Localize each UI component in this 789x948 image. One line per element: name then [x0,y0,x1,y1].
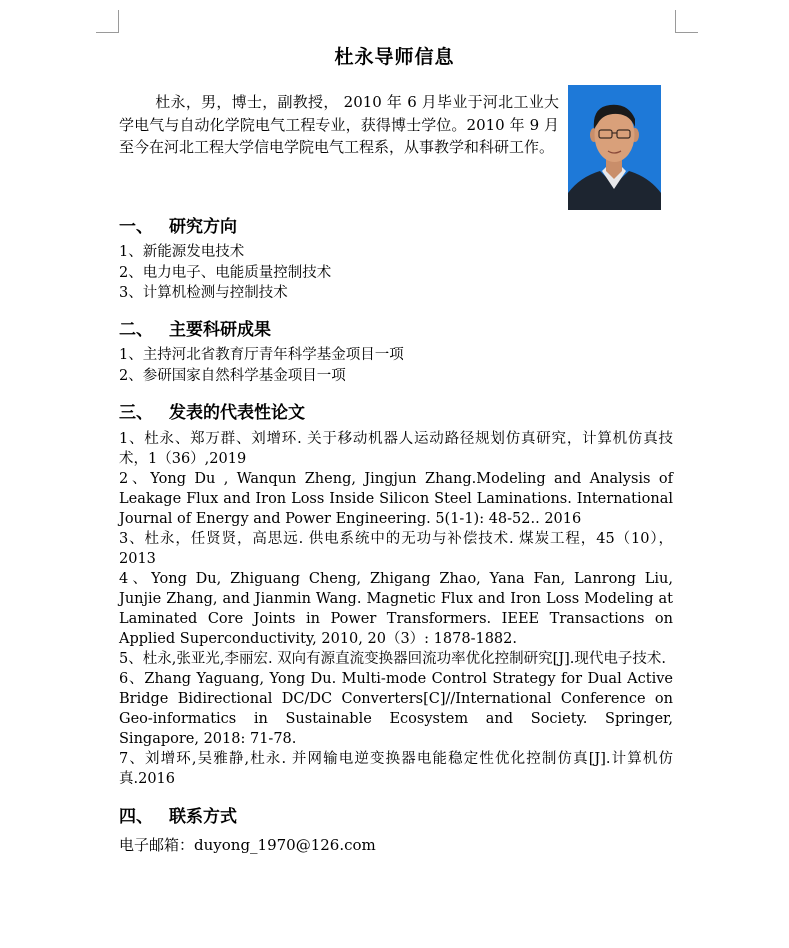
page-title: 杜永导师信息 [334,46,455,68]
email-address[interactable]: duyong_1970@126.com [194,836,376,854]
list-item: 2、电力电子、电能质量控制技术 [119,264,332,281]
list-item: 3、计算机检测与控制技术 [119,285,288,301]
portrait-photo [568,85,661,210]
publication-item: 1、杜永、郑万群、刘增环. 关于移动机器人运动路径规划仿真研究，计算机仿真技术，1（36）,2019 [119,431,673,467]
section-number: 二、 [119,320,153,340]
section-number: 四、 [119,807,153,827]
portrait-illustration [568,85,661,210]
section-heading-publications [119,398,305,423]
contact-line [119,834,376,855]
publication-item: 5、杜永,张亚光,李丽宏. 双向有源直流变换器回流功率优化控制研究[J].现代电子技术. [119,651,667,667]
publication-item: 6、Zhang Yaguang, Yong Du. Multi-mode Control Strategy for Dual Active Bridge Bidirectional DC/DC Converters[C]//International Conference on Geo-informatics in Sustainable Ecosystem and Society. Springer, Singapore, 2018: 71-78. [119,671,673,747]
publication-item: 3、杜永，任贤贤，高思远. 供电系统中的无功与补偿技术. 煤炭工程，45（10），2013 [119,531,673,567]
email-label: 电子邮箱： [119,836,195,854]
intro-paragraph [119,91,559,159]
section-title: 主要科研成果 [169,320,271,340]
list-item: 1、新能源发电技术 [119,244,245,260]
publications-list [119,429,673,789]
section-title: 发表的代表性论文 [169,403,305,423]
section-number: 三、 [119,403,153,423]
intro-text: 杜永，男，博士，副教授， 2010 年 6 月毕业于河北工业大学电气与自动化学院电气工程专业，获得博士学位。2010 年 9 月至今在河北工程大学信电学院电气工程系，从事教学和科研工作。 [119,93,559,156]
list-item: 2、参研国家自然科学基金项目一项 [119,367,346,384]
crop-mark-top-right [675,10,698,33]
section-heading-contact [119,802,237,827]
publication-item: 7、刘增环,吴雅静,杜永. 并网输电逆变换器电能稳定性优化控制仿真[J].计算机仿真.2016 [119,751,673,787]
publication-item: 4、Yong Du, Zhiguang Cheng, Zhigang Zhao, Yana Fan, Lanrong Liu, Junjie Zhang, and Jianmin Wang. Magnetic Flux and Iron Loss Modeling at Laminated Core Joints in Power Transformers. IEEE Transactions on Applied Superconductivity, 2010, 20（3）: 1878-1882. [119,571,673,647]
section-heading-research [119,212,237,237]
crop-mark-top-left [96,10,119,33]
section-heading-achievements [119,315,271,340]
list-item: 1、主持河北省教育厅青年科学基金项目一项 [119,347,404,363]
section-title: 研究方向 [169,217,237,237]
research-list [119,242,675,304]
section-number: 一、 [119,217,153,237]
publication-item: 2、Yong Du , Wanqun Zheng, Jingjun Zhang.Modeling and Analysis of Leakage Flux and Iron Loss Inside Silicon Steel Laminations. International Journal of Energy and Power Engineering. 5(1-1): 48-52.. 2016 [119,471,673,527]
section-title: 联系方式 [169,807,237,827]
achievements-list [119,345,675,386]
